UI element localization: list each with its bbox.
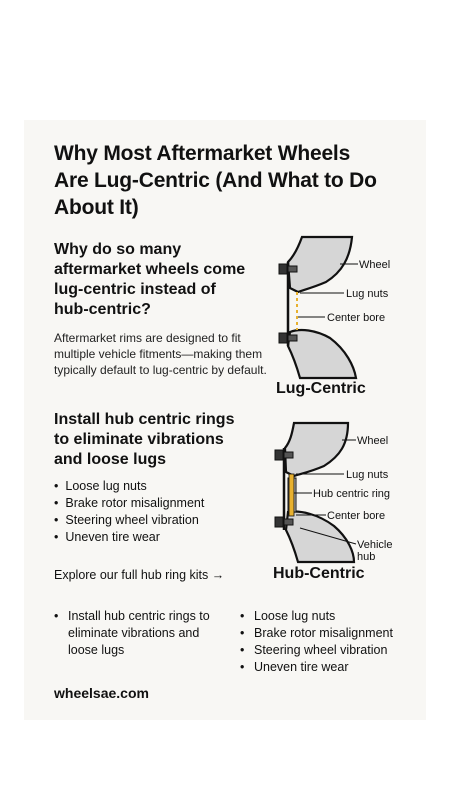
explore-link-text: Explore our full hub ring kits bbox=[54, 568, 209, 582]
lug-centric-caption: Lug-Centric bbox=[276, 380, 366, 397]
list-item: • Brake rotor misalignment bbox=[240, 625, 430, 642]
page-title: Why Most Aftermarket Wheels Are Lug-Centric (And What to Do About It) bbox=[54, 142, 377, 219]
label-lug-nuts: Lug nuts bbox=[346, 469, 389, 481]
list-item: • Loose lug nuts bbox=[54, 478, 204, 495]
list-item: • Install hub centric rings to eliminate vibrations and loose lugs bbox=[54, 608, 224, 659]
list-item: • Uneven tire wear bbox=[240, 659, 430, 676]
lug-nut-upper-icon bbox=[275, 450, 293, 460]
label-center-bore: Center bore bbox=[327, 312, 386, 324]
wheel-upper-section bbox=[285, 423, 348, 476]
hub-centric-caption: Hub-Centric bbox=[273, 565, 365, 582]
list-item: • Loose lug nuts bbox=[240, 608, 430, 625]
label-lug-nuts: Lug nuts bbox=[346, 288, 389, 300]
list-item: • Brake rotor misalignment bbox=[54, 495, 204, 512]
site-url: wheelsae.com bbox=[54, 685, 149, 701]
list-item: • Uneven tire wear bbox=[54, 529, 204, 546]
hub-centric-diagram bbox=[275, 423, 392, 563]
bottom-left-list bbox=[54, 608, 224, 659]
label-vehicle: Vehicle bbox=[357, 539, 393, 551]
wheel-lower-section bbox=[288, 330, 356, 378]
label-wheel: Wheel bbox=[357, 435, 389, 447]
hub-centric-ring bbox=[289, 474, 294, 516]
label-hub: hub bbox=[357, 551, 376, 563]
arrow-right-icon: → bbox=[211, 568, 225, 582]
question-heading: Why do so many aftermarket wheels come lug-centric instead of hub-centric? bbox=[54, 241, 246, 318]
bottom-right-list bbox=[240, 608, 430, 676]
label-hub-ring: Hub centric ring bbox=[313, 488, 391, 500]
lug-nut-lower-icon bbox=[279, 333, 297, 343]
lug-nut-lower-icon bbox=[275, 517, 293, 527]
list-item: • Steering wheel vibration bbox=[54, 512, 204, 529]
lug-centric-diagram bbox=[279, 237, 390, 378]
lug-nut-upper-icon bbox=[279, 264, 297, 274]
label-wheel: Wheel bbox=[359, 259, 391, 271]
question-body: Aftermarket rims are designed to fit multiple vehicle fitments—making them typically default to lug-centric by default. bbox=[54, 331, 267, 377]
label-center-bore: Center bore bbox=[327, 510, 386, 522]
install-heading: Install hub centric rings to eliminate vibrations and loose lugs bbox=[54, 411, 235, 468]
list-item: • Steering wheel vibration bbox=[240, 642, 430, 659]
